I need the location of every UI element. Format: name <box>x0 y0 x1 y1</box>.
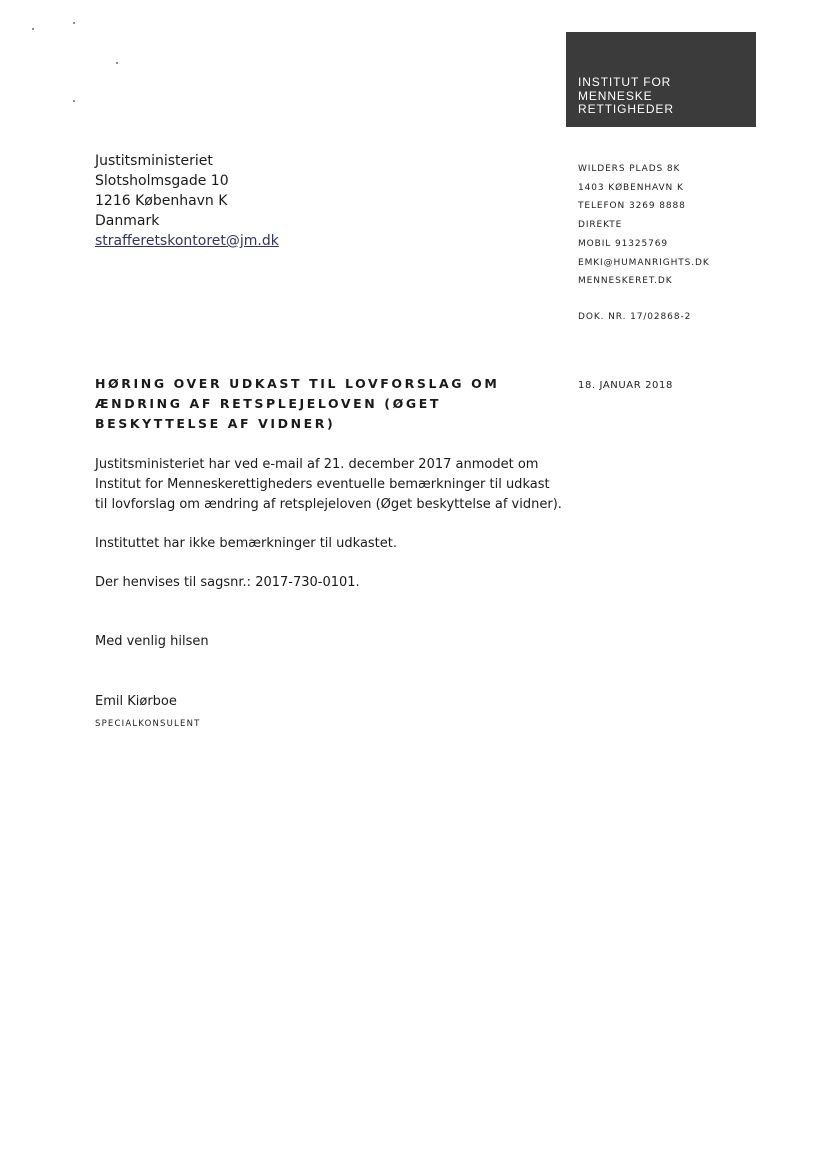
sender-direct-label: DIREKTE <box>578 220 623 231</box>
sender-email: EMKI@HUMANRIGHTS.DK <box>578 257 710 268</box>
document-number: DOK. NR. 17/02868-2 <box>578 312 692 322</box>
letter-heading: HØRING OVER UDKAST TIL LOVFORSLAG OM ÆNDRING AF RETSPLEJELOVEN (ØGET BESKYTTELSE AF VIDNER) <box>95 376 500 431</box>
signature-title: SPECIALKONSULENT <box>95 719 201 729</box>
recipient-email-link[interactable]: strafferetskontoret@jm.dk <box>95 233 279 249</box>
paragraph-line: Justitsministeriet har ved e-mail af 21. december 2017 anmodet om <box>95 457 539 472</box>
scan-speck <box>32 28 34 30</box>
paragraph-no-remarks: Instituttet har ikke bemærkninger til udkastet. <box>95 536 398 551</box>
sender-phone: TELEFON 3269 8888 <box>578 201 686 212</box>
paragraph-request <box>95 455 565 515</box>
signature-name: Emil Kiørboe <box>95 694 177 709</box>
sender-address: WILDERS PLADS 8K <box>578 164 681 174</box>
paragraph-case-reference: Der henvises til sagsnr.: 2017-730-0101. <box>95 575 360 590</box>
sender-mobile: MOBIL 91325769 <box>578 238 668 249</box>
scan-speck <box>73 100 75 102</box>
recipient-name: Justitsministeriet <box>95 153 213 169</box>
recipient-address <box>95 151 279 251</box>
institute-logo <box>566 32 756 127</box>
logo-line: MENNESKE <box>578 88 653 103</box>
scan-speck <box>73 22 75 24</box>
letter-date: 18. JANUAR 2018 <box>578 380 673 391</box>
paragraph-line: Institut for Menneskerettigheders eventuelle bemærkninger til udkast <box>95 477 550 492</box>
closing-greeting: Med venlig hilsen <box>95 634 209 649</box>
scan-speck <box>116 62 118 64</box>
logo-line: RETTIGHEDER <box>578 102 674 116</box>
recipient-street: Slotsholmsgade 10 <box>95 173 229 189</box>
recipient-country: Danmark <box>95 213 160 229</box>
sender-contact-block <box>578 160 710 291</box>
paragraph-line: til lovforslag om ændring af retsplejeloven (Øget beskyttelse af vidner). <box>95 497 562 512</box>
sender-website: MENNESKERET.DK <box>578 276 673 287</box>
sender-city: 1403 KØBENHAVN K <box>578 182 684 193</box>
recipient-city: 1216 København K <box>95 193 228 209</box>
logo-line: INSTITUT FOR <box>578 75 672 89</box>
